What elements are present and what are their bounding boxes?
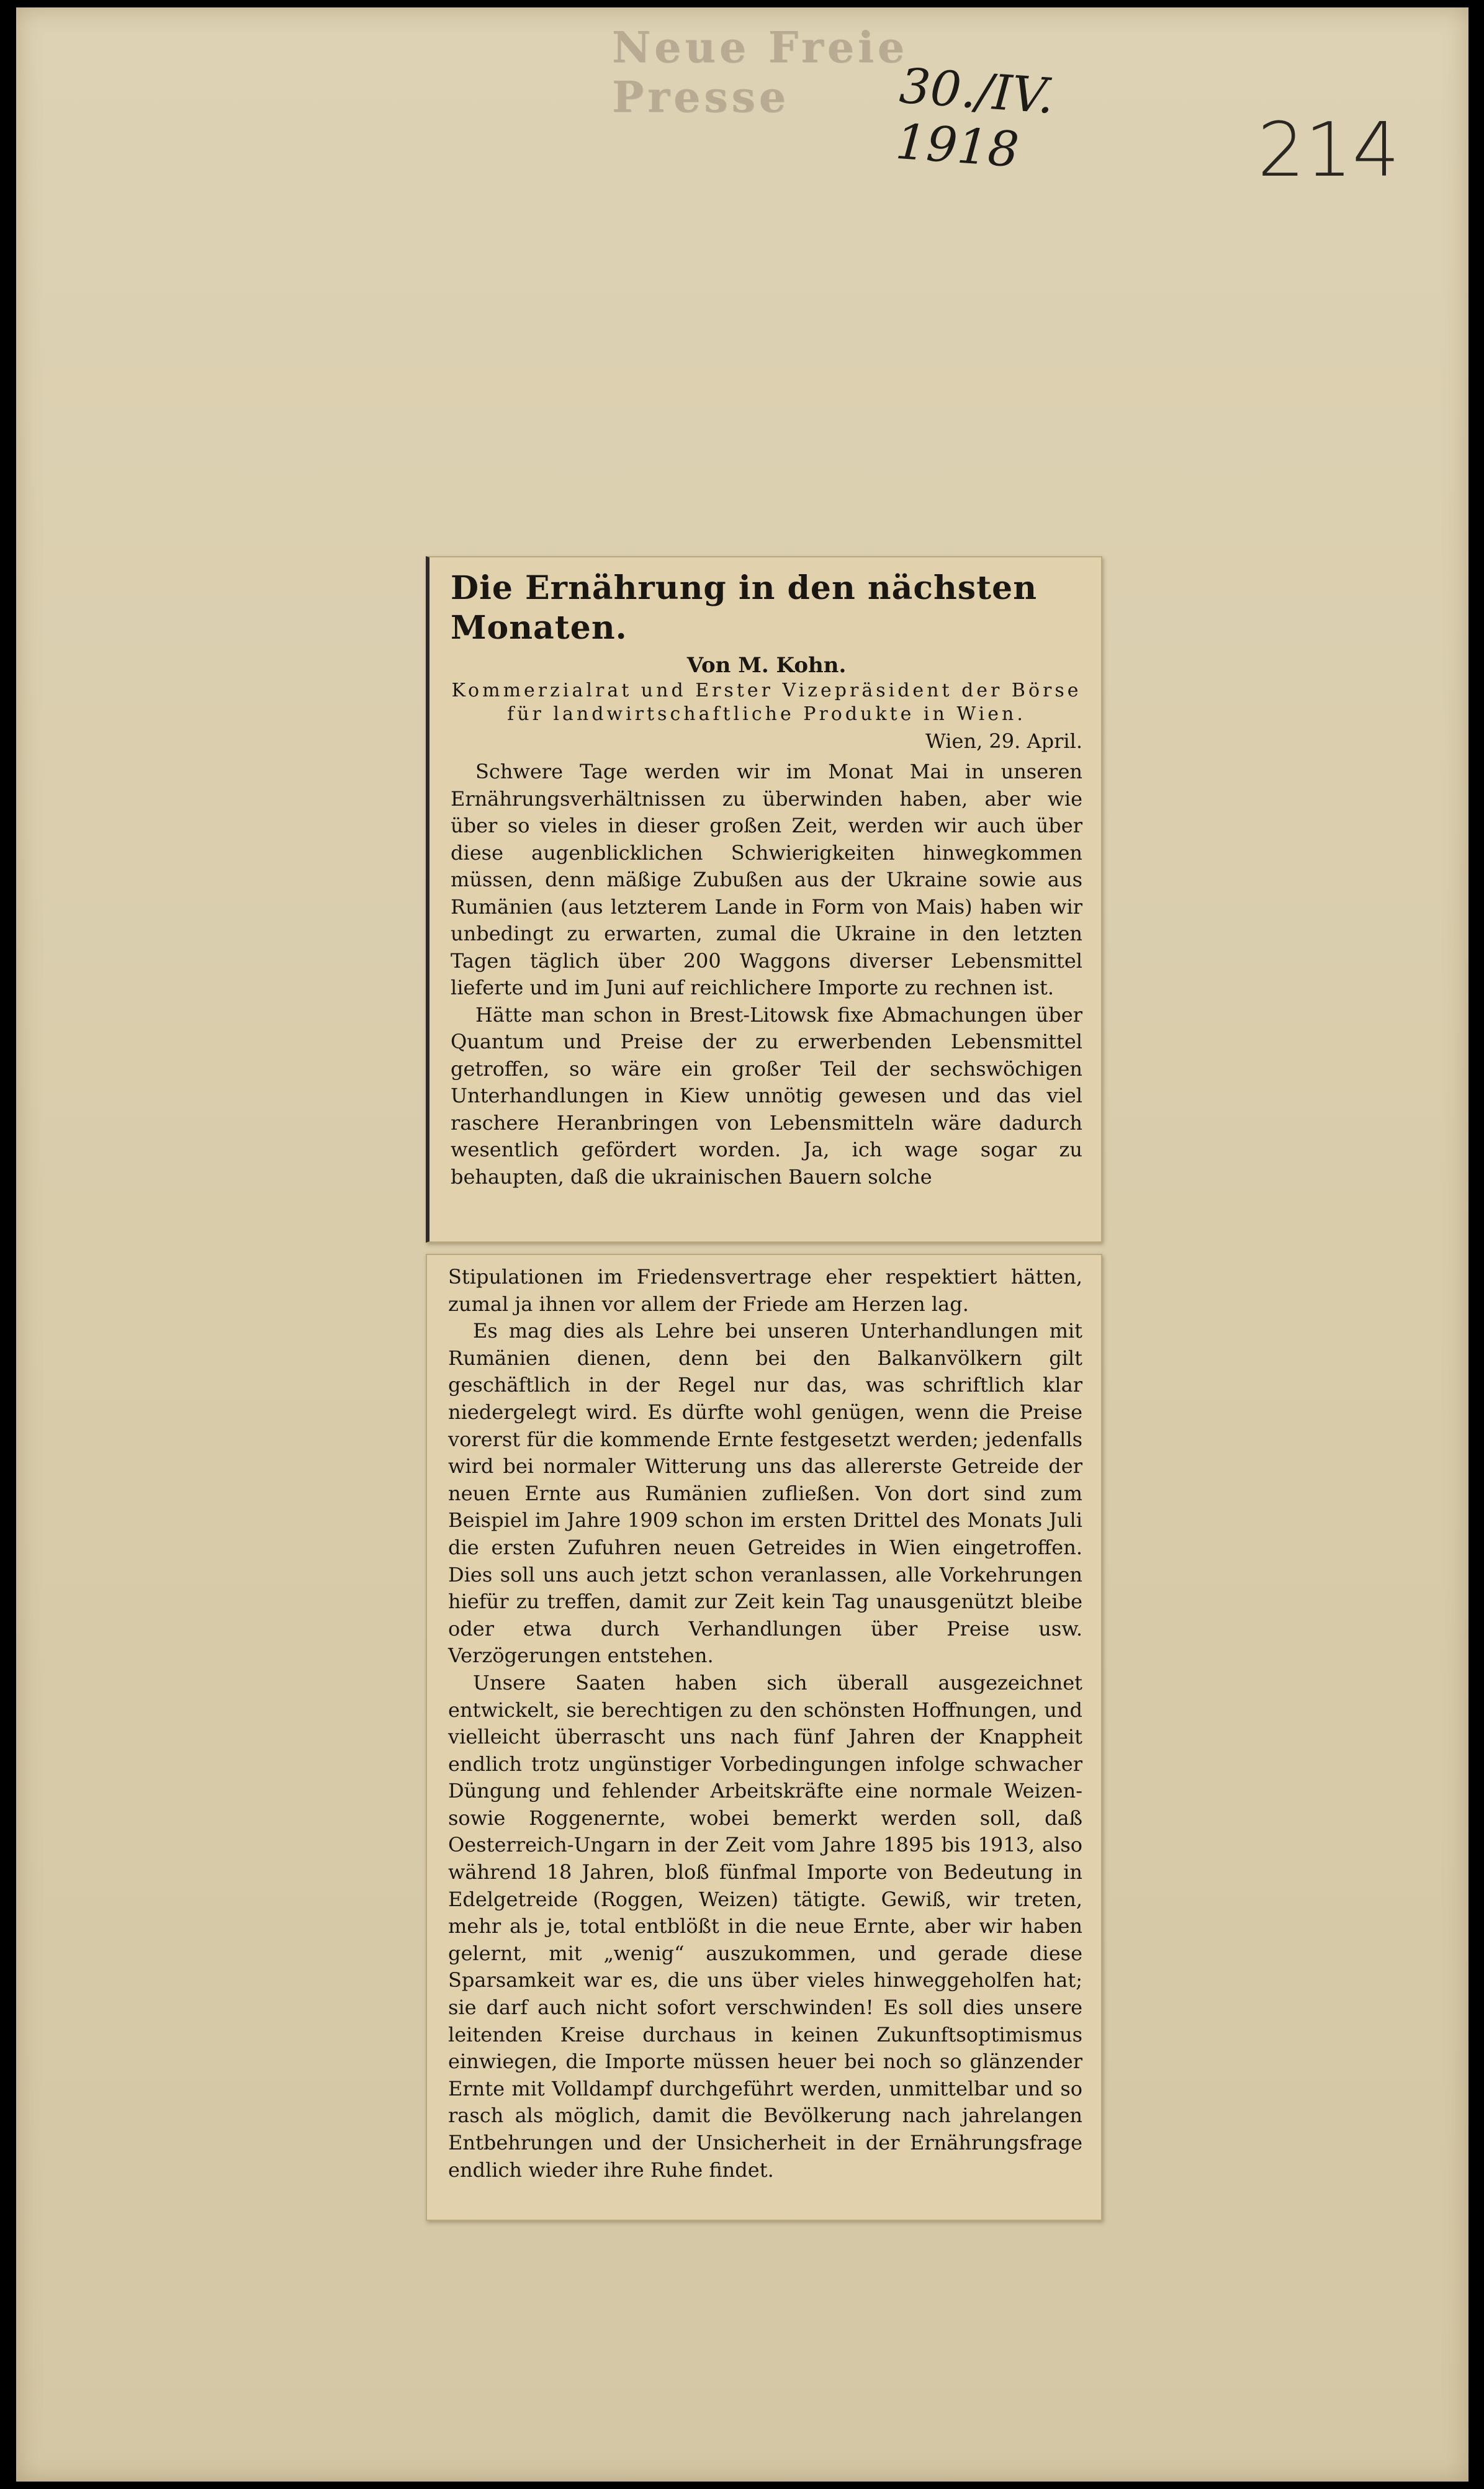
clipping-part-2 [426, 1254, 1102, 2221]
article-paragraph: Hätte man schon in Brest-Litowsk fixe Abmachungen über Quantum und Preise der zu erwerbenden Lebensmittel getroffen, so wäre ein großer Teil der sechswöchigen Unterhandlungen in Kiew unnötig gewesen und das viel raschere Heranbringen von Lebensmitteln wäre dadurch wesentlich gefördert worden. Ja, ich wage sogar zu behaupten, daß die ukrainischen Bauern solche [451, 1002, 1082, 1189]
article-paragraph: Schwere Tage werden wir im Monat Mai in unseren Ernährungsverhältnissen zu überwinden haben, aber wie über so vieles in dieser großen Zeit, werden wir auch über diese augenblicklichen Schwierigkeiten hinwegkommen müssen, denn mäßige Zubußen aus der Ukraine sowie aus Rumänien (aus letzterem Lande in Form von Mais) haben wir unbedingt zu erwarten, zumal die Ukraine in den letzten Tagen täglich über 200 Waggons diverser Lebensmittel lieferte und im Juni auf reichlichere Importe zu rechnen ist. [451, 760, 1082, 999]
author-affiliation: Kommerzialrat und Erster Vizepräsident der Börse für landwirtschaftliche Produkte in Wien. [451, 680, 1082, 725]
article-paragraph: Es mag dies als Lehre bei unseren Unterhandlungen mit Rumänien dienen, denn bei den Balkanvölkern gilt geschäftlich in der Regel nur das, was schriftlich klar niedergelegt wird. Es dürfte wohl genügen, wenn die Preise vorerst für die kommende Ernte festgesetzt werden; jedenfalls wird bei normaler Witterung uns das allererste Getreide der neuen Ernte aus Rumänien zufließen. Von dort sind zum Beispiel im Jahre 1909 schon im ersten Drittel des Monats Juli die ersten Zufuhren neuen Getreides in Wien eingetroffen. Dies soll uns auch jetzt schon veranlassen, alle Vorkehrungen hiefür zu treffen, damit zur Zeit kein Tag unausgenützt bleibe oder etwa durch Verhandlungen über Preise usw. Verzögerungen entstehen. [448, 1319, 1082, 1668]
newspaper-stamp: Neue Freie Presse [612, 23, 909, 122]
article-dateline: Wien, 29. April. [925, 729, 1082, 753]
clipping-part-1 [426, 556, 1102, 1243]
article-title: Die Ernährung in den nächsten Monaten. [451, 569, 1038, 647]
handwritten-page-number: 214 [1257, 107, 1400, 194]
handwritten-date: 30./IV. 1918 [894, 58, 1056, 179]
article-paragraph: Stipulationen im Friedensvertrage eher respektiert hätten, zumal ja ihnen vor allem der Friede am Herzen lag. [448, 1265, 1082, 1316]
archive-sheet [16, 7, 1468, 2482]
article-paragraph: Unsere Saaten haben sich überall ausgezeichnet entwickelt, sie berechtigen zu den schönsten Hoffnungen, und vielleicht überrascht uns nach fünf Jahren der Knappheit endlich trotz ungünstiger Vorbedingungen infolge schwacher Düngung und fehlender Arbeitskräfte eine normale Weizen- sowie Roggenernte, wobei bemerkt werden soll, daß Oesterreich-Ungarn in der Zeit vom Jahre 1895 bis 1913, also während 18 Jahren, bloß fünfmal Importe von Bedeutung in Edelgetreide (Roggen, Weizen) tätigte. Gewiß, wir treten, mehr als je, total entblößt in die neue Ernte, aber wir haben gelernt, mit „wenig“ auszukommen, und gerade diese Sparsamkeit war es, die uns über vieles hinweggeholfen hat; sie darf auch nicht sofort verschwinden! Es soll dies unsere leitenden Kreise durchaus in keinen Zukunftsoptimismus einwiegen, die Importe müssen heuer bei noch so glänzender Ernte mit Volldampf durchgeführt werden, unmittelbar und so rasch als möglich, damit die Bevölkerung nach jahrelangen Entbehrungen und der Unsicherheit in der Ernährungsfrage endlich wieder ihre Ruhe findet. [448, 1670, 1082, 2182]
article-byline: Von M. Kohn. [686, 653, 847, 678]
